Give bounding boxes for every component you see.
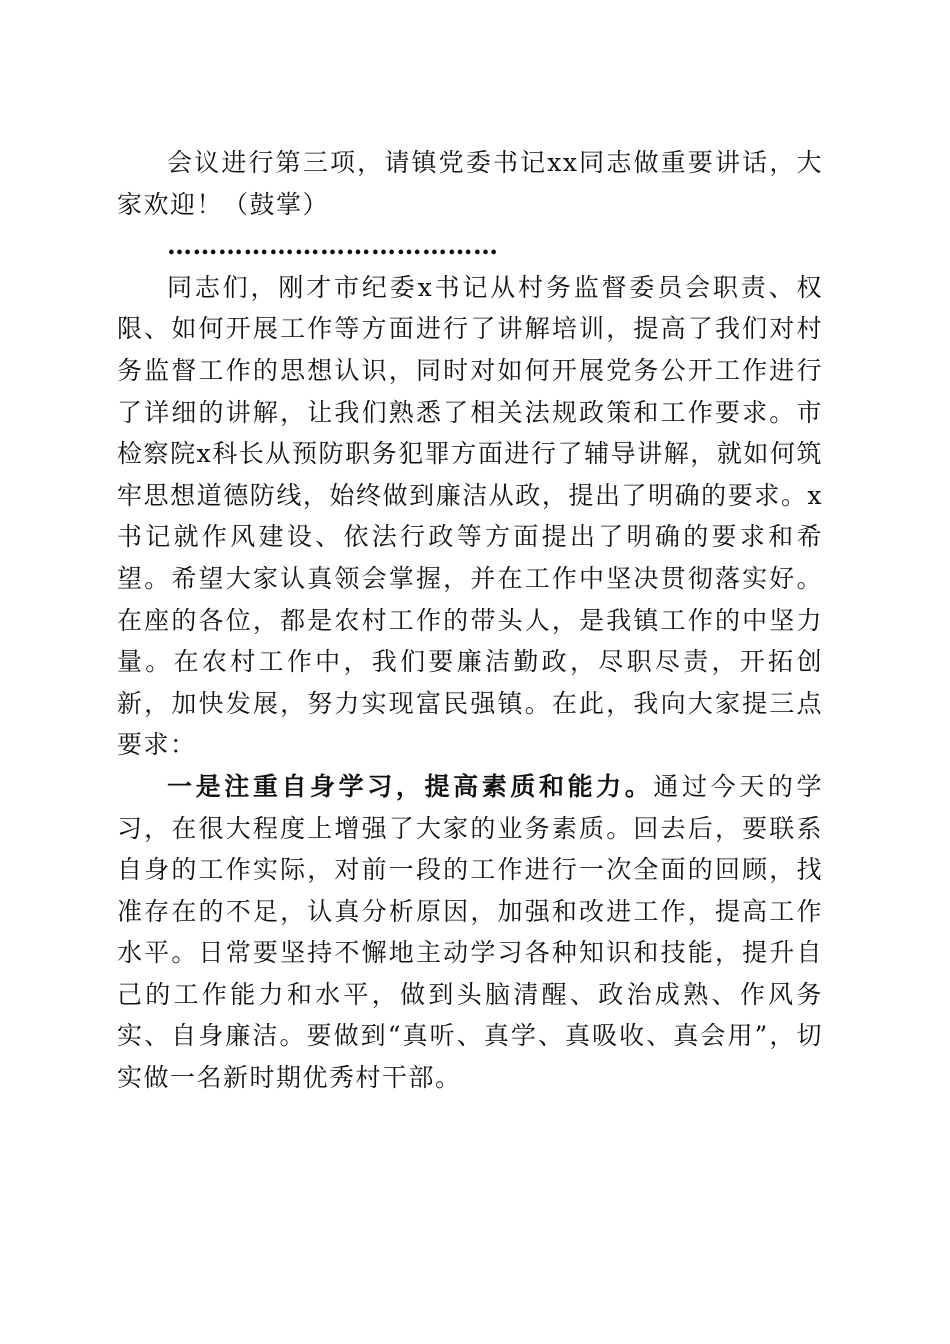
- opening-paragraph: 会议进行第三项，请镇党委书记xx同志做重要讲话，大家欢迎！（鼓掌）: [117, 148, 823, 219]
- requirement-one-heading: 一是注重自身学习，提高素质和能力。: [167, 771, 654, 801]
- requirement-one-body: 通过今天的学习，在很大程度上增强了大家的业务素质。回去后，要联系自身的工作实际，对前一段的工作进行一次全面的回顾，找准存在的不足，认真分析原因，加强和改进工作，提高工作水平。日常要坚持不懈地主动学习各种知识和技能，提升自己的工作能力和水平，做到头脑清醒、政治成熟、作风务实、自身廉洁。要做到“真听、真学、真吸收、真会用”，切实做一名新时期优秀村干部。: [117, 771, 823, 1093]
- speech-paragraph: 同志们，刚才市纪委x书记从村务监督委员会职责、权限、如何开展工作等方面进行了讲解培训，提高了我们对村务监督工作的思想认识，同时对如何开展党务公开工作进行了详细的讲解，让我们熟悉了相关法规政策和工作要求。市检察院x科长从预防职务犯罪方面进行了辅导讲解，就如何筑牢思想道德防线，始终做到廉洁从政，提出了明确的要求。x书记就作风建设、依法行政等方面提出了明确的要求和希望。希望大家认真领会掌握，并在工作中坚决贯彻落实好。在座的各位，都是农村工作的带头人，是我镇工作的中坚力量。在农村工作中，我们要廉洁勤政，尽职尽责，开拓创新，加快发展，努力实现富民强镇。在此，我向大家提三点要求：: [117, 272, 823, 760]
- separator-dots: …………………………………: [167, 231, 499, 261]
- requirement-one-paragraph: [117, 766, 823, 1099]
- document-body: [117, 142, 823, 1099]
